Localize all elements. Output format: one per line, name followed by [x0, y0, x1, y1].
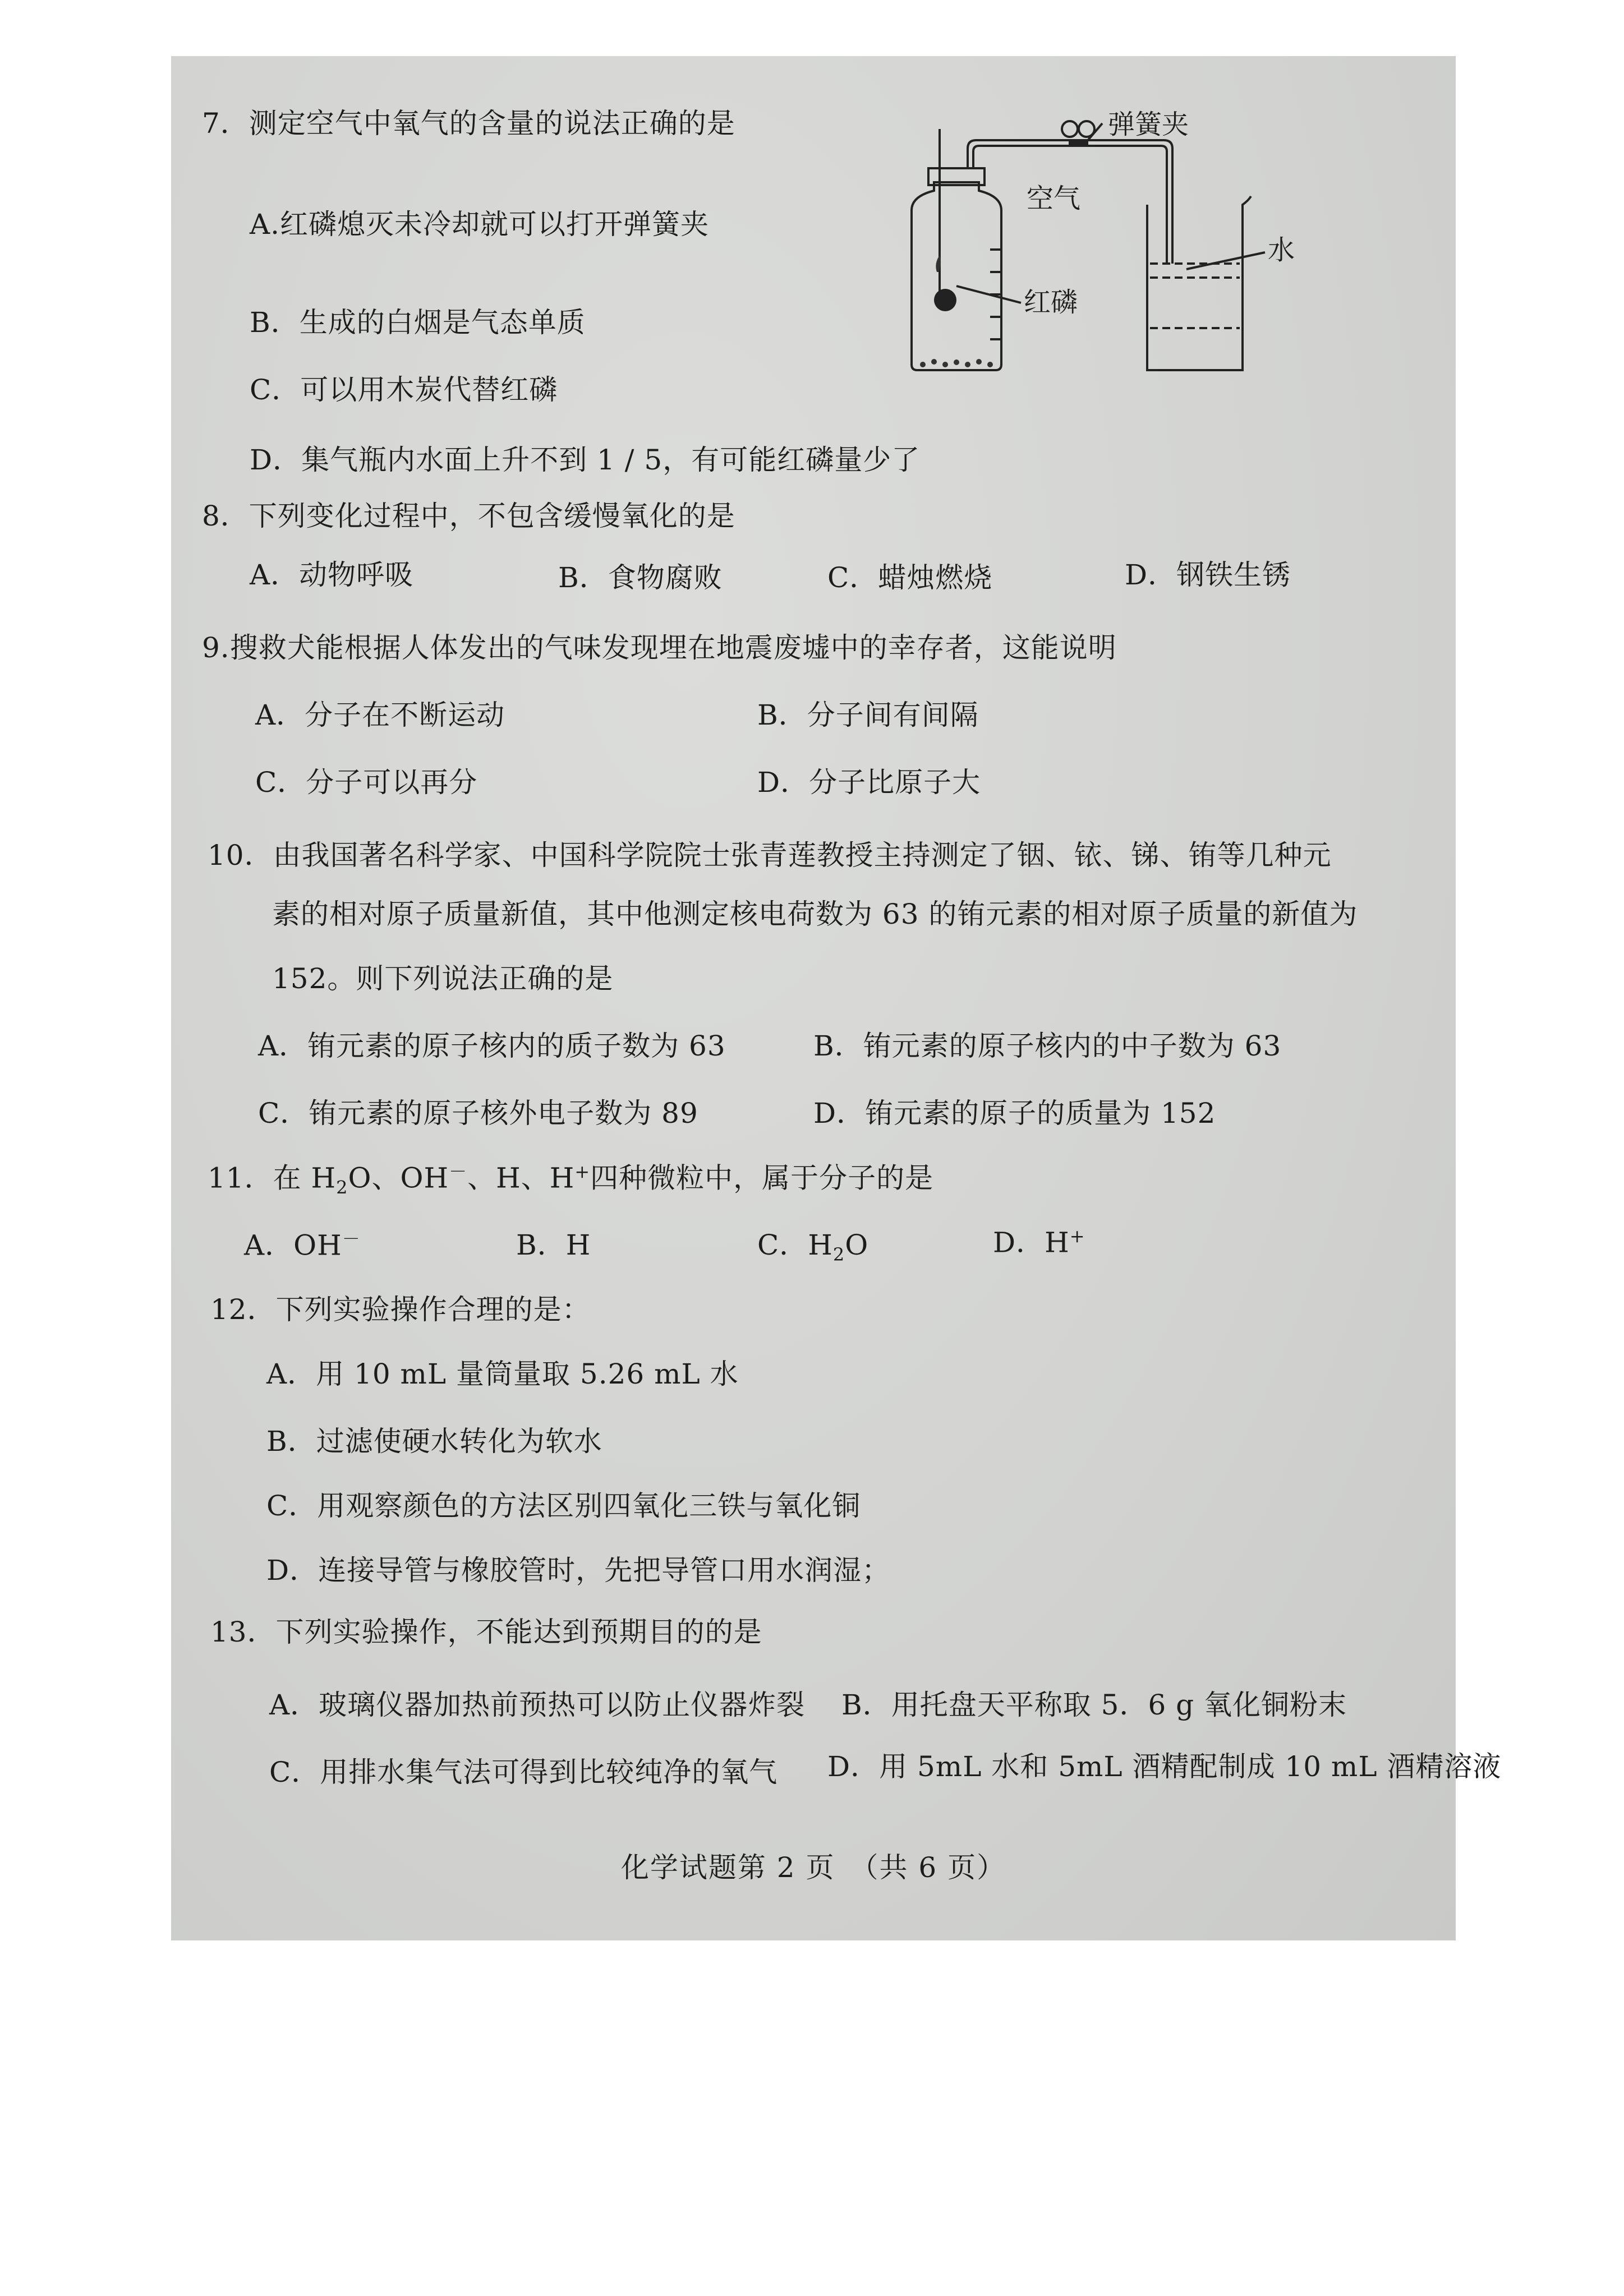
question-7-option-d: D．集气瓶内水面上升不到 1 / 5，有可能红磷量少了	[250, 444, 921, 476]
label-spring-clip: 弹簧夹	[1108, 109, 1189, 140]
q11-stem-part: 四种微粒中，属于分子的是	[590, 1161, 934, 1195]
q11-stem-superscript: +	[574, 1161, 591, 1182]
question-9-option-b: B．分子间有间隔	[757, 699, 979, 731]
q11-c-subscript: 2	[832, 1244, 845, 1265]
q11-stem-part: 、H、H	[467, 1161, 575, 1195]
q11-stem-part: 11．在 H	[208, 1161, 337, 1195]
q11-stem-superscript: －	[449, 1161, 468, 1182]
question-11-option-b: B．H	[516, 1229, 591, 1261]
question-13-option-a: A．玻璃仪器加热前预热可以防止仪器炸裂	[269, 1689, 806, 1721]
question-10-stem-line-3: 152。则下列说法正确的是	[272, 962, 614, 995]
page-footer: 化学试题第 2 页 （共 6 页）	[620, 1851, 1006, 1884]
question-7-stem: 7．测定空气中氧气的含量的说法正确的是	[202, 107, 735, 140]
question-9-option-a: A．分子在不断运动	[255, 699, 505, 731]
q11-c-text: C．H	[757, 1229, 833, 1261]
question-12-option-a: A．用 10 mL 量筒量取 5.26 mL 水	[266, 1358, 739, 1390]
question-10-stem-line-1: 10．由我国著名科学家、中国科学院院士张青莲教授主持测定了铟、铱、锑、铕等几种元	[208, 839, 1332, 872]
q11-d-superscript: +	[1069, 1225, 1085, 1247]
question-10-option-b: B．铕元素的原子核内的中子数为 63	[813, 1030, 1282, 1062]
question-8-option-b: B．食物腐败	[558, 561, 723, 594]
question-12-stem: 12．下列实验操作合理的是：	[210, 1293, 591, 1326]
question-10-option-c: C．铕元素的原子核外电子数为 89	[258, 1097, 698, 1129]
question-7-option-b: B．生成的白烟是气态单质	[250, 306, 586, 339]
question-9-option-d: D．分子比原子大	[757, 766, 981, 799]
gas-bottle	[912, 182, 1001, 370]
red-phosphorus	[934, 289, 956, 311]
beaker	[1147, 196, 1251, 370]
question-12-option-c: C．用观察颜色的方法区别四氧化三铁与氧化铜	[266, 1490, 861, 1522]
question-8-option-a: A．动物呼吸	[250, 559, 414, 591]
question-8-stem: 8．下列变化过程中，不包含缓慢氧化的是	[202, 500, 735, 532]
question-10-option-d: D．铕元素的原子的质量为 152	[813, 1097, 1216, 1129]
label-water: 水	[1268, 234, 1295, 266]
question-7-option-a: A.红磷熄灭未冷却就可以打开弹簧夹	[250, 208, 710, 241]
q11-d-text: D．H	[993, 1226, 1070, 1259]
question-12-option-d: D．连接导管与橡胶管时，先把导管口用水润湿；	[266, 1554, 891, 1587]
question-13-option-d: D．用 5mL 水和 5mL 酒精配制成 10 mL 酒精溶液	[827, 1750, 1502, 1783]
question-13-option-c: C．用排水集气法可得到比较纯净的氧气	[269, 1756, 778, 1788]
question-9-option-c: C．分子可以再分	[255, 766, 478, 799]
q11-stem-part: O、OH	[348, 1161, 449, 1195]
question-10-option-a: A．铕元素的原子核内的质子数为 63	[258, 1030, 726, 1062]
oxygen-measurement-apparatus	[872, 109, 1349, 393]
question-10-stem-line-2: 素的相对原子质量新值，其中他测定核电荷数为 63 的铕元素的相对原子质量的新值为	[272, 898, 1358, 930]
label-red-phosphorus: 红磷	[1024, 287, 1078, 318]
label-air: 空气	[1027, 183, 1081, 214]
q11-stem-subscript: 2	[336, 1177, 348, 1198]
q11-a-superscript: －	[342, 1228, 361, 1250]
question-13-stem: 13．下列实验操作，不能达到预期目的的是	[210, 1616, 762, 1648]
exam-page	[171, 56, 1502, 1940]
q11-c-text: O	[845, 1229, 869, 1261]
question-13-option-b: B．用托盘天平称取 5．6 g 氧化铜粉末	[841, 1689, 1347, 1721]
question-11-option-a	[244, 1228, 361, 1262]
question-11-option-d	[993, 1225, 1085, 1260]
q11-a-text: A．OH	[244, 1229, 342, 1262]
question-12-option-b: B．过滤使硬水转化为软水	[266, 1425, 602, 1458]
question-8-option-c: C．蜡烛燃烧	[827, 561, 993, 594]
question-7-option-c: C．可以用木炭代替红磷	[250, 374, 558, 406]
question-8-option-d: D．钢铁生锈	[1125, 559, 1291, 591]
question-11-stem	[208, 1161, 933, 1198]
question-11-option-c	[757, 1228, 868, 1265]
question-9-stem: 9.搜救犬能根据人体发出的气味发现埋在地震废墟中的幸存者，这能说明	[202, 631, 1117, 664]
